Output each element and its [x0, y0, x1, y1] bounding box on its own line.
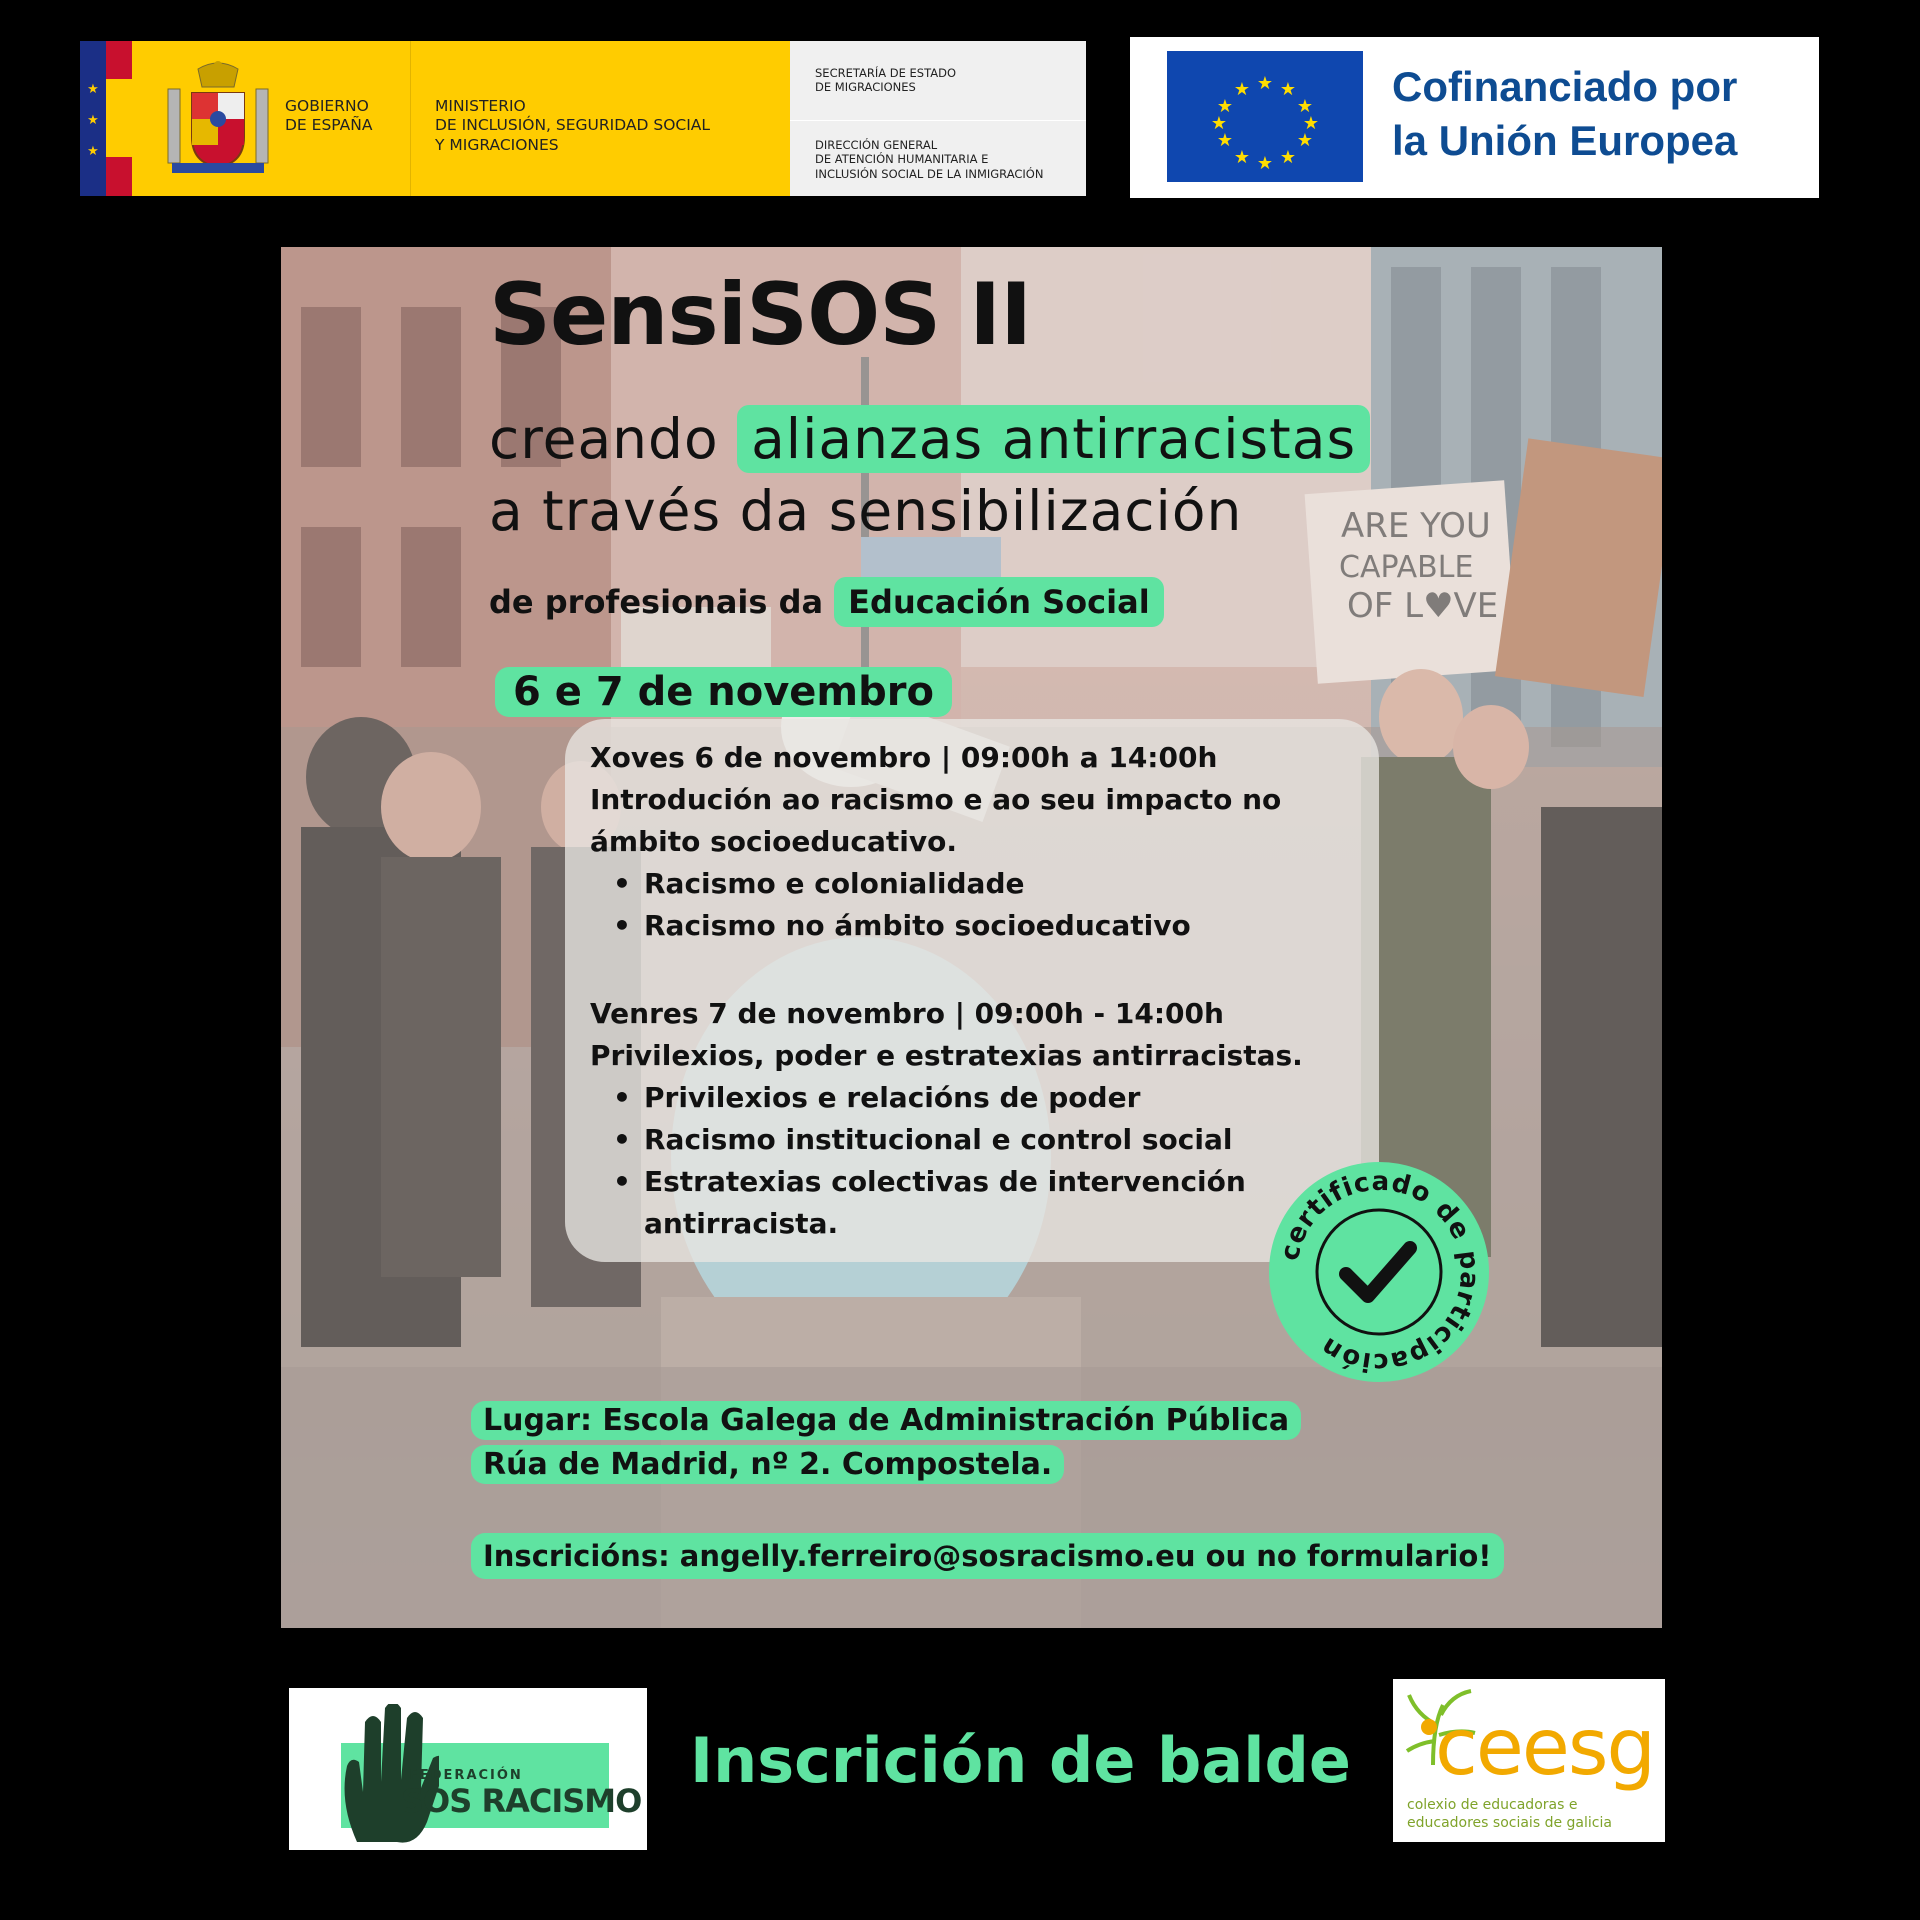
ministry-name: MINISTERIO DE INCLUSIÓN, SEGURIDAD SOCIAL Y MIGRACIONES	[435, 97, 711, 154]
day1-heading: Xoves 6 de novembro | 09:00h a 14:00h	[590, 741, 1218, 774]
day2-topic: Privilexios, poder e estratexias antirracistas.	[590, 1039, 1303, 1072]
svg-text:★: ★	[1256, 153, 1274, 174]
secretaria-name: SECRETARÍA DE ESTADO DE MIGRACIONES	[815, 66, 957, 95]
eu-flag-icon	[1167, 51, 1363, 182]
svg-text:★: ★	[87, 113, 99, 128]
certificate-badge	[1264, 1157, 1494, 1387]
eu-cofunding-text: Cofinanciado por la Unión Europea	[1392, 63, 1738, 164]
registration-info: Inscricións: angelly.ferreiro@sosracismo.eu ou no formulario!	[471, 1533, 1504, 1579]
svg-text:★: ★	[1216, 96, 1234, 117]
svg-text:CAPABLE: CAPABLE	[1339, 550, 1474, 585]
sos-racismo-logo	[289, 1688, 647, 1850]
svg-text:★: ★	[1216, 130, 1234, 151]
svg-text:OF L♥VE: OF L♥VE	[1347, 586, 1499, 626]
svg-text:★: ★	[1279, 147, 1297, 168]
bullet-icon: •	[613, 1123, 631, 1156]
sos-big-text: SOS RACISMO	[401, 1782, 642, 1820]
day2-item-line1: Estratexias colectivas de intervención	[644, 1165, 1246, 1198]
day2-item-line2: antirracista.	[644, 1207, 839, 1240]
eu-cofunding-banner	[1130, 37, 1819, 198]
coat-of-arms-icon	[162, 59, 274, 177]
gov-name: GOBIERNO DE ESPAÑA	[285, 97, 373, 135]
location-line1: Lugar: Escola Galega de Administración Pública	[471, 1401, 1301, 1440]
svg-text:ARE YOU: ARE YOU	[1341, 506, 1491, 546]
svg-text:★: ★	[1302, 113, 1320, 134]
bullet-icon: •	[613, 867, 631, 900]
subtitle-line2: a través da sensibilización	[489, 479, 1243, 543]
free-registration-text: Inscrición de balde	[690, 1724, 1351, 1797]
audience-line	[489, 577, 1164, 627]
divider	[410, 41, 411, 196]
bullet-icon: •	[613, 1165, 631, 1198]
day2-heading: Venres 7 de novembro | 09:00h - 14:00h	[590, 997, 1224, 1030]
audience-pre: de profesionais da	[489, 583, 824, 621]
svg-text:★: ★	[1233, 79, 1251, 100]
bullet-icon: •	[613, 909, 631, 942]
svg-text:★: ★	[87, 82, 99, 97]
day1-item: Racismo e colonialidade	[644, 867, 1025, 900]
ceesg-logo	[1393, 1679, 1665, 1842]
audience-highlight: Educación Social	[834, 577, 1163, 627]
event-dates: 6 e 7 de novembro	[495, 667, 952, 717]
svg-text:★: ★	[1210, 113, 1228, 134]
ceesg-line1: colexio de educadoras e	[1407, 1797, 1578, 1813]
day1-topic-line1: Introdución ao racismo e ao seu impacto no	[590, 783, 1282, 816]
subtitle-line1	[489, 407, 1370, 471]
badge-text: certificado de participación	[1274, 1166, 1485, 1378]
sos-small-text: FEDERACIÓN	[409, 1768, 523, 1783]
svg-text:★: ★	[1296, 130, 1314, 151]
direccion-name: DIRECCIÓN GENERAL DE ATENCIÓN HUMANITARIA E INCLUSIÓN SOCIAL DE LA INMIGRACIÓN	[815, 138, 1044, 181]
svg-text:★: ★	[1256, 73, 1274, 94]
day2-item: Privilexios e relacións de poder	[644, 1081, 1141, 1114]
location-line2: Rúa de Madrid, nº 2. Compostela.	[471, 1445, 1064, 1484]
svg-text:★: ★	[1279, 79, 1297, 100]
day1-topic-line2: ámbito socioeducativo.	[590, 825, 957, 858]
bullet-icon: •	[613, 1081, 631, 1114]
svg-text:★: ★	[1233, 147, 1251, 168]
spanish-government-banner	[80, 41, 1086, 196]
event-poster	[281, 247, 1662, 1628]
day2-item: Racismo institucional e control social	[644, 1123, 1233, 1156]
poster-title: SensiSOS II	[489, 265, 1032, 365]
svg-text:★: ★	[1296, 96, 1314, 117]
subtitle-highlight: alianzas antirracistas	[737, 405, 1370, 473]
svg-text:★: ★	[87, 144, 99, 159]
ceesg-line2: educadores sociais de galicia	[1407, 1815, 1612, 1831]
divider	[790, 120, 1086, 121]
ceesg-name: ceesg	[1435, 1703, 1655, 1793]
spain-eu-flag-strip	[80, 41, 132, 196]
day1-item: Racismo no ámbito socioeducativo	[644, 909, 1191, 942]
subtitle-pre: creando	[489, 407, 719, 471]
